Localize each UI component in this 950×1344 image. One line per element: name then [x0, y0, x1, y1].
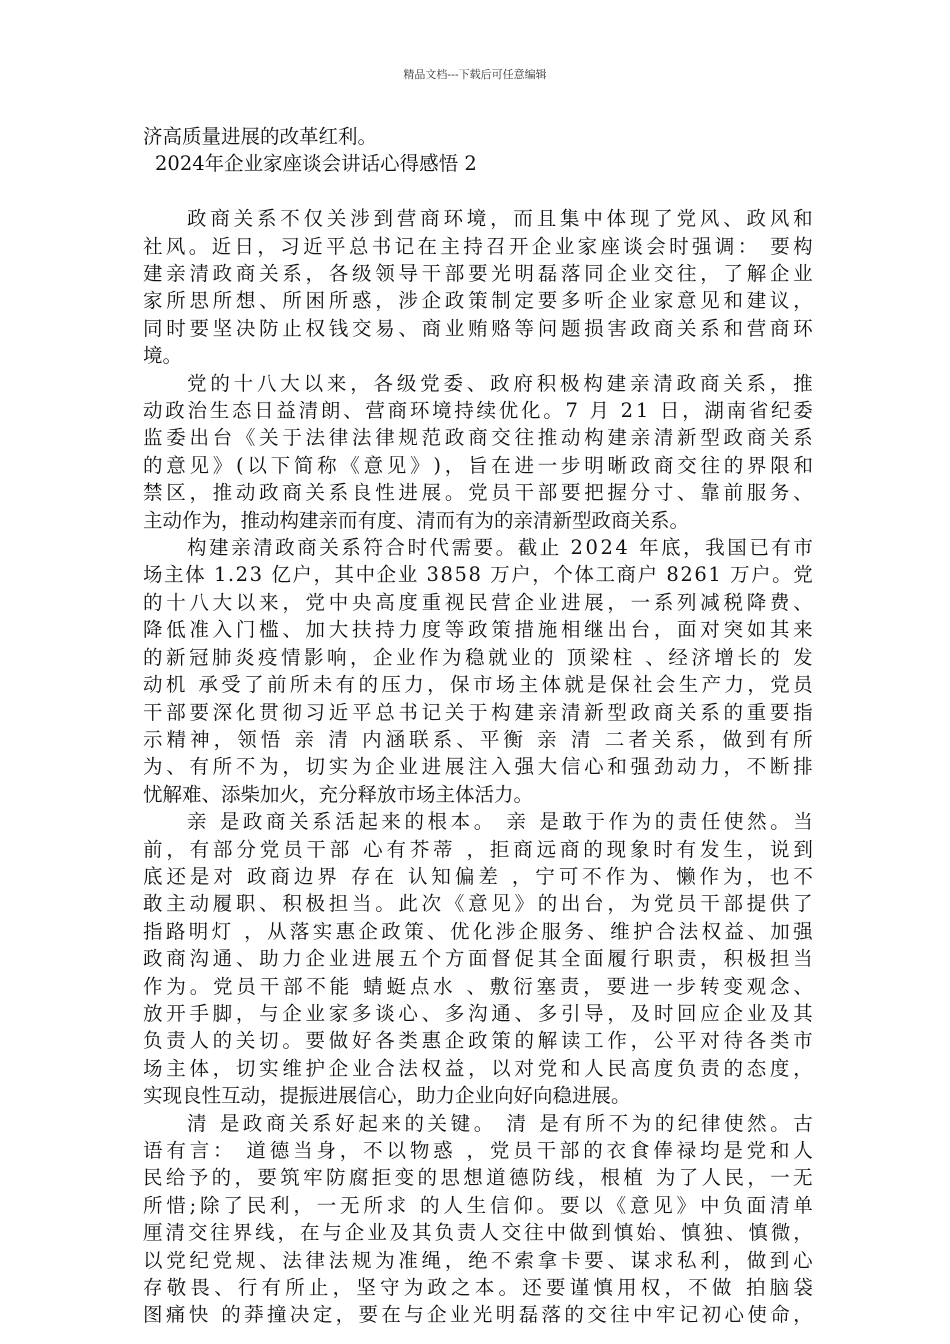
- text-line: 场 主 体 ， 切 实 维 护 企 业 合 法 权 益 ， 以 对 党 和 人 民 高 度 负 责 的 态 度 ，: [143, 1056, 813, 1080]
- text-line: 禁 区 ， 推 动 政 商 关 系 良 性 进 展 。 党 员 干 部 要 把 握 分 寸 、 靠 前 服 务 、: [143, 481, 813, 505]
- text-line: 动 机 承 受 了 前 所 未 有 的 压 力 ， 保 市 场 主 体 就 是 保 社 会 生 产 力 ， 党 员: [143, 673, 813, 697]
- text-line: 境。: [143, 344, 183, 368]
- text-line: 图 痛 快 的 莽 撞 决 定 ， 要 在 与 企 业 光 明 磊 落 的 交 往 中 牢 记 初 心 使 命 ，: [143, 1303, 813, 1327]
- text-line: 的 新 冠 肺 炎 疫 情 影 响 ， 企 业 作 为 稳 就 业 的 顶 梁 柱 、 经 济 增 长 的 发: [143, 645, 813, 669]
- text-line: 存 敬 畏 、 行 有 所 止 ， 坚 守 为 政 之 本 。 还 要 谨 慎 用 权 ， 不 做 拍 脑 袋: [143, 1276, 813, 1300]
- text-line: 建 亲 清 政 商 关 系 ， 各 级 领 导 干 部 要 光 明 磊 落 同 企 业 交 往 ， 了 解 企 业: [143, 262, 813, 286]
- text-line: 实现良性互动，提振进展信心，助力企业向好向稳进展。: [143, 1084, 631, 1108]
- text-line: 放 开 手 脚 ， 与 企 业 家 多 谈 心 、 多 沟 通 、 多 引 导 ， 及 时 回 应 企 业 及 其: [143, 1001, 813, 1025]
- text-line: 语 有 言 ： 道 德 当 身 ， 不 以 物 惑 ， 党 员 干 部 的 衣 食 俸 禄 均 是 党 和 人: [143, 1139, 813, 1163]
- text-line: 忧解难、添柴加火，充分释放市场主体活力。: [143, 782, 534, 806]
- text-line: 政 商 沟 通 、 助 力 企 业 进 展 五 个 方 面 督 促 其 全 面 履 行 职 责 ， 积 极 担 当: [143, 947, 813, 971]
- text-line: 降 低 准 入 门 槛 、 加 大 扶 持 力 度 等 政 策 措 施 相 继 出 台 ， 面 对 突 如 其 来: [143, 618, 813, 642]
- text-line: 政 商 关 系 不 仅 关 涉 到 营 商 环 境 ， 而 且 集 中 体 现 了 党 风 、 政 风 和: [187, 207, 813, 231]
- section-title: 2024年企业家座谈会讲话心得感悟 2: [155, 152, 477, 176]
- text-line: 济高质量进展的改革红利。: [143, 125, 378, 148]
- text-line: 的 十 八 大 以 来 ， 党 中 央 高 度 重 视 民 营 企 业 进 展 ， 一 系 列 减 税 降 费 、: [143, 590, 813, 614]
- text-line: 主动作为，推动构建亲而有度、清而有为的亲清新型政商关系。: [143, 508, 690, 532]
- text-line: 民 给 予 的 ， 要 筑 牢 防 腐 拒 变 的 思 想 道 德 防 线 ， 根 植 为 了 人 民 ， 一 无: [143, 1166, 813, 1190]
- text-line: 前 ， 有 部 分 党 员 干 部 心 有 芥 蒂 ， 拒 商 远 商 的 现 象 时 有 发 生 ， 说 到: [143, 837, 813, 861]
- text-line: 社 风 。 近 日 ， 习 近 平 总 书 记 在 主 持 召 开 企 业 家 座 谈 会 时 强 调 ： 要 构: [143, 234, 813, 258]
- text-line: 动 政 治 生 态 日 益 清 朗 、 营 商 环 境 持 续 优 化 。 7 月 2 1 日 ， 湖 南 省 纪 委: [143, 399, 813, 423]
- text-line: 场 主 体 1 . 2 3 亿 户 ， 其 中 企 业 3 8 5 8 万 户 ， 个 体 工 商 户 8 2 6 1 万 户 。 党: [143, 563, 813, 587]
- text-line: 底 还 是 对 政 商 边 界 存 在 认 知 偏 差 ， 宁 可 不 作 为 、 懒 作 为 ， 也 不: [143, 864, 813, 888]
- text-line: 示 精 神 ， 领 悟 亲 清 内 涵 联 系 、 平 衡 亲 清 二 者 关 系 ， 做 到 有 所: [143, 727, 813, 751]
- text-line: 同 时 要 坚 决 防 止 权 钱 交 易 、 商 业 贿 赂 等 问 题 损 害 政 商 关 系 和 营 商 环: [143, 316, 813, 340]
- text-line: 构 建 亲 清 政 商 关 系 符 合 时 代 需 要 。 截 止 2 0 2 4 年 底 ， 我 国 已 有 市: [187, 536, 813, 560]
- text-line: 清 是 政 商 关 系 好 起 来 的 关 键 。 清 是 有 所 不 为 的 纪 律 使 然 。 古: [187, 1111, 813, 1135]
- text-line: 党 的 十 八 大 以 来 ， 各 级 党 委 、 政 府 积 极 构 建 亲 清 政 商 关 系 ， 推: [187, 371, 813, 395]
- text-line: 的 意 见 》 ( 以 下 简 称 《 意 见 》 ) ， 旨 在 进 一 步 明 晰 政 商 交 往 的 界 限 和: [143, 453, 813, 477]
- text-line: 负 责 人 的 关 切 。 要 做 好 各 类 惠 企 政 策 的 解 读 工 作 ， 公 平 对 待 各 类 市: [143, 1029, 813, 1053]
- text-line: 为 、 有 所 不 为 ， 切 实 为 企 业 进 展 注 入 强 大 信 心 和 强 劲 动 力 ， 不 断 排: [143, 755, 813, 779]
- page-header: 精品文档---下载后可任意编辑: [403, 68, 547, 81]
- text-line: 干 部 要 深 化 贯 彻 习 近 平 总 书 记 关 于 构 建 亲 清 新 型 政 商 关 系 的 重 要 指: [143, 700, 813, 724]
- text-line: 敢 主 动 履 职 、 积 极 担 当 。 此 次 《 意 见 》 的 出 台 ， 为 党 员 干 部 提 供 了: [143, 892, 813, 916]
- text-line: 作 为 。 党 员 干 部 不 能 蜻 蜓 点 水 、 敷 衍 塞 责 ， 要 进 一 步 转 变 观 念 、: [143, 974, 813, 998]
- document-body: [143, 123, 813, 1329]
- text-line: 指 路 明 灯 ， 从 落 实 惠 企 政 策 、 优 化 涉 企 服 务 、 维 护 合 法 权 益 、 加 强: [143, 919, 813, 943]
- text-line: 亲 是 政 商 关 系 活 起 来 的 根 本 。 亲 是 敢 于 作 为 的 责 任 使 然 。 当: [187, 810, 813, 834]
- text-line: 监 委 出 台 《 关 于 法 律 法 律 规 范 政 商 交 往 推 动 构 建 亲 清 新 型 政 商 关 系: [143, 426, 813, 450]
- text-line: 所 惜 ; 除 了 民 利 ， 一 无 所 求 的 人 生 信 仰 。 要 以 《 意 见 》 中 负 面 清 单: [143, 1193, 813, 1217]
- text-line: 厘 清 交 往 界 线 ， 在 与 企 业 及 其 负 责 人 交 往 中 做 到 慎 始 、 慎 独 、 慎 微 ，: [143, 1221, 813, 1245]
- text-line: 家 所 思 所 想 、 所 困 所 惑 ， 涉 企 政 策 制 定 要 多 听 企 业 家 意 见 和 建 议 ，: [143, 289, 813, 313]
- text-line: 以 党 纪 党 规 、 法 律 法 规 为 准 绳 ， 绝 不 索 拿 卡 要 、 谋 求 私 利 ， 做 到 心: [143, 1248, 813, 1272]
- blank-line: [143, 178, 813, 205]
